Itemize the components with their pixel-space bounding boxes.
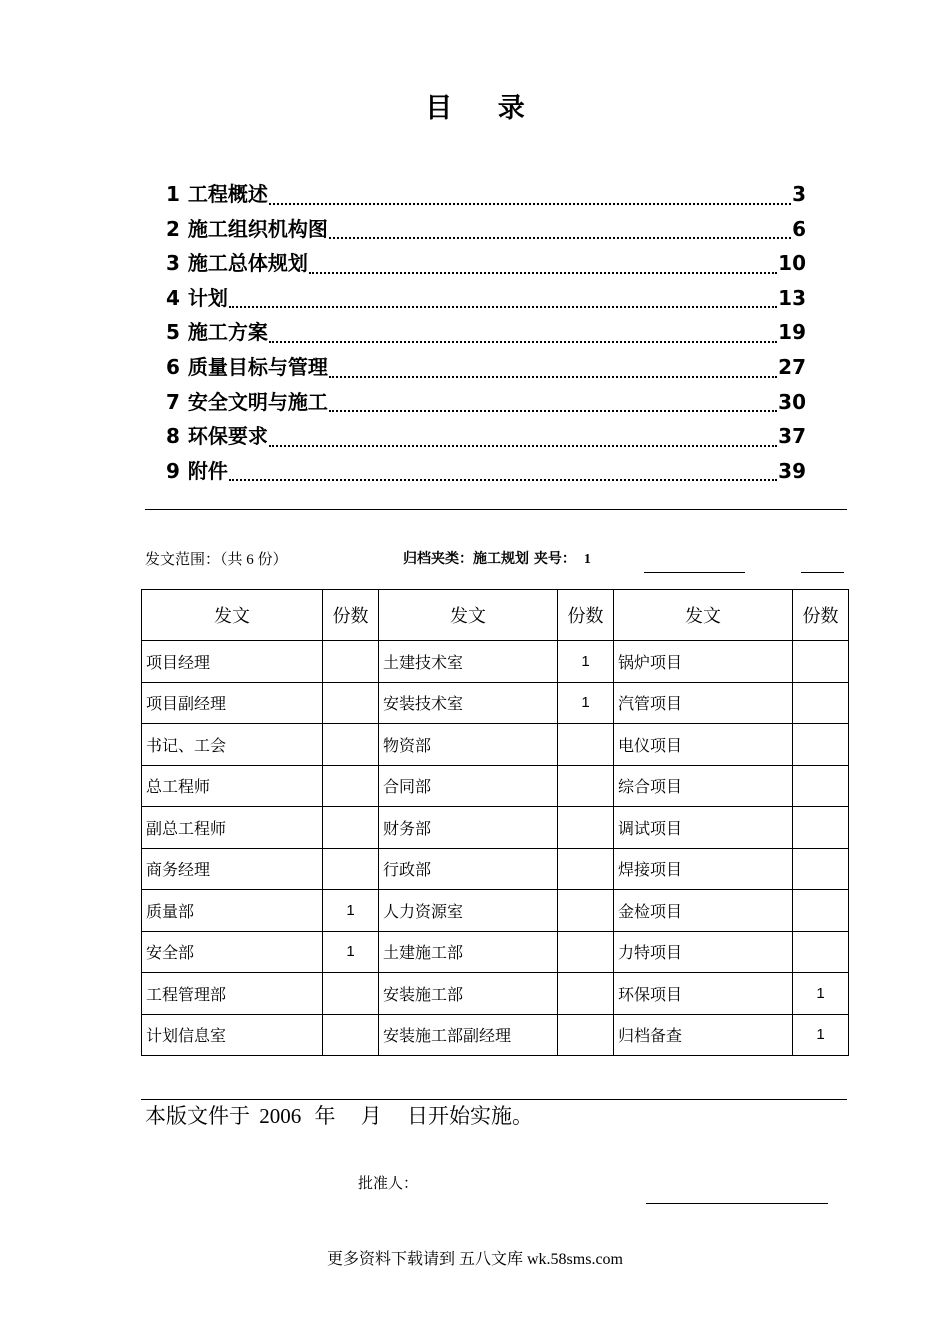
toc-entry-page: 10 xyxy=(778,251,806,276)
copies-cell: 1 xyxy=(793,1014,849,1056)
copies-cell xyxy=(323,807,379,849)
effective-year-unit: 年 xyxy=(314,1104,336,1128)
copies-cell xyxy=(793,724,849,766)
toc-entry[interactable] xyxy=(166,247,806,282)
toc-entry[interactable] xyxy=(166,420,806,455)
column-header-recipient: 发文 xyxy=(379,590,558,641)
copies-cell xyxy=(323,641,379,683)
toc-entry-page: 39 xyxy=(778,458,806,483)
recipient-cell: 行政部 xyxy=(379,848,558,890)
copies-cell xyxy=(558,765,614,807)
effective-suffix: 日开始实施。 xyxy=(407,1104,533,1128)
toc-entry-number: 8 xyxy=(166,424,180,449)
copies-cell xyxy=(793,931,849,973)
toc-entry-label: 施工总体规划 xyxy=(187,251,308,276)
recipient-cell: 汽管项目 xyxy=(614,682,793,724)
toc-entry-number: 6 xyxy=(166,354,180,379)
footer-note: 更多资料下载请到 五八文库 wk.58sms.com xyxy=(326,1251,623,1268)
recipient-cell: 土建技术室 xyxy=(379,641,558,683)
table-row xyxy=(142,973,849,1015)
archive-info xyxy=(403,548,591,568)
recipient-cell: 项目经理 xyxy=(142,641,323,683)
recipient-cell: 项目副经理 xyxy=(142,682,323,724)
recipient-cell: 财务部 xyxy=(379,807,558,849)
toc-entry-page: 19 xyxy=(778,320,806,345)
copies-cell xyxy=(558,807,614,849)
recipient-cell: 综合项目 xyxy=(614,765,793,807)
toc-entry[interactable] xyxy=(166,316,806,351)
copies-cell xyxy=(323,848,379,890)
recipient-cell: 副总工程师 xyxy=(142,807,323,849)
toc-entry[interactable] xyxy=(166,386,806,421)
toc-leader-dots xyxy=(329,376,777,378)
toc-entry-label: 附件 xyxy=(187,458,228,483)
recipient-cell: 质量部 xyxy=(142,890,323,932)
copies-cell: 1 xyxy=(558,682,614,724)
toc-entry-label: 质量目标与管理 xyxy=(187,354,328,379)
recipient-cell: 安全部 xyxy=(142,931,323,973)
copies-cell: 1 xyxy=(323,931,379,973)
toc-leader-dots xyxy=(309,272,777,274)
table-row xyxy=(142,724,849,766)
table-of-contents xyxy=(166,178,806,489)
copies-cell xyxy=(793,682,849,724)
recipient-cell: 安装施工部副经理 xyxy=(379,1014,558,1056)
effective-prefix: 本版文件于 xyxy=(145,1104,250,1128)
copies-cell xyxy=(793,848,849,890)
copies-cell: 1 xyxy=(558,641,614,683)
toc-entry-label: 安全文明与施工 xyxy=(187,389,328,414)
column-header-recipient: 发文 xyxy=(614,590,793,641)
copies-cell xyxy=(558,931,614,973)
copies-cell: 1 xyxy=(793,973,849,1015)
toc-entry-title xyxy=(166,178,268,207)
archive-underline-1 xyxy=(644,572,745,573)
toc-entry-label: 环保要求 xyxy=(187,424,268,449)
table-row xyxy=(142,890,849,932)
copies-cell xyxy=(323,765,379,807)
recipient-cell: 安装技术室 xyxy=(379,682,558,724)
toc-entry-number: 5 xyxy=(166,320,180,345)
toc-entry-label: 工程概述 xyxy=(187,182,268,206)
copies-cell xyxy=(793,765,849,807)
toc-entry[interactable] xyxy=(166,455,806,490)
toc-entry-title xyxy=(166,213,328,242)
table-row xyxy=(142,848,849,890)
archive-underline-2 xyxy=(801,572,844,573)
copies-cell xyxy=(558,848,614,890)
toc-entry-label: 计划 xyxy=(187,285,228,310)
toc-entry-title xyxy=(166,455,228,484)
copies-cell xyxy=(323,1014,379,1056)
table-row xyxy=(142,641,849,683)
toc-entry-label: 施工组织机构图 xyxy=(187,216,328,241)
table-header-row xyxy=(142,590,849,641)
table-row xyxy=(142,1014,849,1056)
toc-leader-dots xyxy=(229,306,777,308)
toc-entry-title xyxy=(166,282,228,311)
copies-cell: 1 xyxy=(323,890,379,932)
toc-entry-number: 2 xyxy=(166,216,180,241)
recipient-cell: 商务经理 xyxy=(142,848,323,890)
table-row xyxy=(142,765,849,807)
recipient-cell: 金检项目 xyxy=(614,890,793,932)
toc-entry-title xyxy=(166,247,308,276)
table-row xyxy=(142,807,849,849)
distribution-table xyxy=(141,589,849,1056)
recipient-cell: 力特项目 xyxy=(614,931,793,973)
recipient-cell: 总工程师 xyxy=(142,765,323,807)
effective-month-unit: 月 xyxy=(360,1104,382,1128)
archive-number: 1 xyxy=(583,552,591,567)
distribution-scope: 发文范围：（共 6 份） xyxy=(145,552,288,568)
toc-entry-page: 27 xyxy=(778,354,806,379)
copies-cell xyxy=(793,807,849,849)
recipient-cell: 环保项目 xyxy=(614,973,793,1015)
recipient-cell: 锅炉项目 xyxy=(614,641,793,683)
toc-entry[interactable] xyxy=(166,213,806,248)
archive-label: 归档夹类：施工规划 夹号： xyxy=(403,551,576,567)
toc-entry-page: 6 xyxy=(792,216,806,241)
recipient-cell: 人力资源室 xyxy=(379,890,558,932)
recipient-cell: 工程管理部 xyxy=(142,973,323,1015)
copies-cell xyxy=(793,890,849,932)
copies-cell xyxy=(558,1014,614,1056)
page-title: 目 录 xyxy=(425,93,543,124)
column-header-recipient: 发文 xyxy=(142,590,323,641)
toc-entry-label: 施工方案 xyxy=(187,320,268,345)
table-row xyxy=(142,931,849,973)
toc-entry-number: 9 xyxy=(166,458,180,483)
approver-label: 批准人： xyxy=(358,1176,419,1192)
recipient-cell: 合同部 xyxy=(379,765,558,807)
approver-signature-line xyxy=(646,1203,828,1204)
toc-leader-dots xyxy=(329,410,777,412)
copies-cell xyxy=(558,724,614,766)
copies-cell xyxy=(323,724,379,766)
toc-entry-title xyxy=(166,351,328,380)
recipient-cell: 电仪项目 xyxy=(614,724,793,766)
toc-leader-dots xyxy=(329,237,791,239)
toc-entry[interactable] xyxy=(166,178,806,213)
toc-entry-title xyxy=(166,316,268,345)
copies-cell xyxy=(558,973,614,1015)
recipient-cell: 物资部 xyxy=(379,724,558,766)
toc-entry-number: 7 xyxy=(166,389,180,414)
toc-entry-page: 30 xyxy=(778,389,806,414)
toc-leader-dots xyxy=(229,479,777,481)
copies-cell xyxy=(323,973,379,1015)
table-row xyxy=(142,682,849,724)
toc-entry-title xyxy=(166,420,268,449)
copies-cell xyxy=(323,682,379,724)
recipient-cell: 焊接项目 xyxy=(614,848,793,890)
copies-cell xyxy=(793,641,849,683)
recipient-cell: 计划信息室 xyxy=(142,1014,323,1056)
toc-leader-dots xyxy=(269,203,791,205)
effective-year: 2006 xyxy=(259,1104,302,1128)
toc-entry-number: 1 xyxy=(166,182,180,206)
recipient-cell: 土建施工部 xyxy=(379,931,558,973)
recipient-cell: 书记、工会 xyxy=(142,724,323,766)
effective-date-statement xyxy=(145,1100,533,1130)
recipient-cell: 归档备查 xyxy=(614,1014,793,1056)
toc-entry-page: 13 xyxy=(778,285,806,310)
column-header-copies: 份数 xyxy=(558,590,614,641)
toc-entry-page: 37 xyxy=(778,424,806,449)
toc-entry-page: 3 xyxy=(792,182,806,206)
recipient-cell: 安装施工部 xyxy=(379,973,558,1015)
column-header-copies: 份数 xyxy=(793,590,849,641)
column-header-copies: 份数 xyxy=(323,590,379,641)
toc-entry[interactable] xyxy=(166,282,806,317)
recipient-cell: 调试项目 xyxy=(614,807,793,849)
toc-entry-number: 4 xyxy=(166,285,180,310)
toc-leader-dots xyxy=(269,341,777,343)
divider-top xyxy=(145,509,847,510)
toc-entry-number: 3 xyxy=(166,251,180,276)
copies-cell xyxy=(558,890,614,932)
toc-entry[interactable] xyxy=(166,351,806,386)
toc-leader-dots xyxy=(269,445,777,447)
toc-entry-title xyxy=(166,386,328,415)
